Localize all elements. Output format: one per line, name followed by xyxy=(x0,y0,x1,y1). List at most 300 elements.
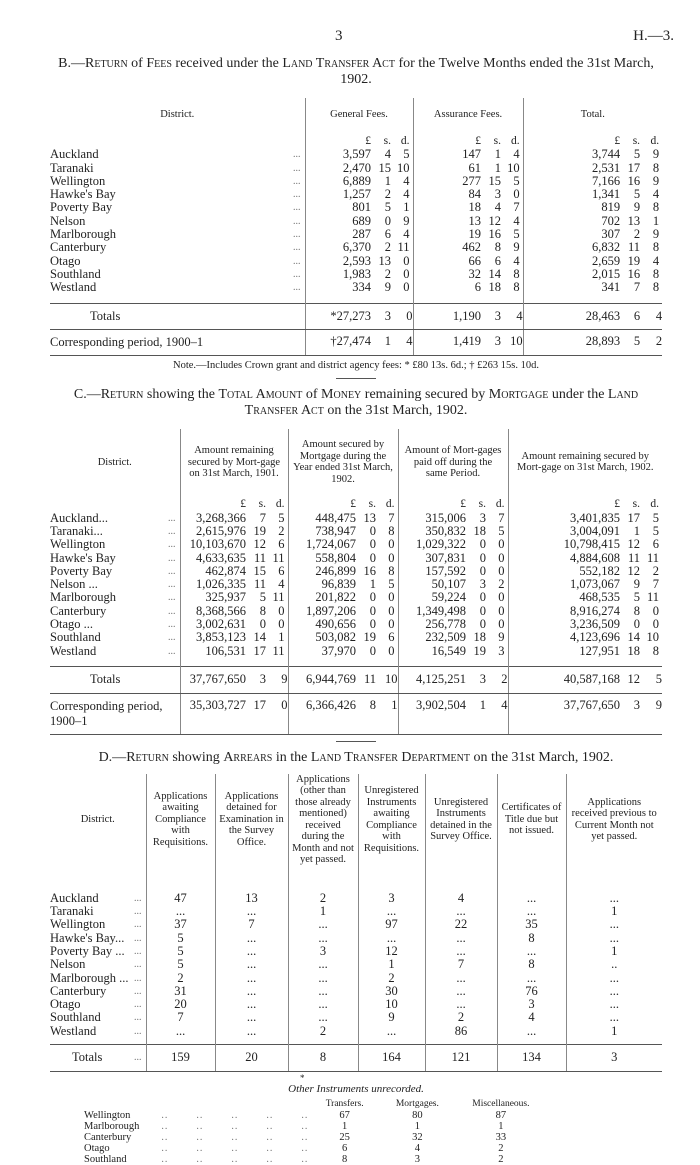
district-label: Canterbury xyxy=(84,1131,132,1143)
table-row xyxy=(50,281,662,294)
spacer xyxy=(215,866,288,892)
pence-value: 5 xyxy=(403,147,410,162)
pence-value: 10 xyxy=(501,330,523,356)
title-segment: D.— xyxy=(98,749,127,765)
pounds-value: 801 xyxy=(305,201,371,214)
pounds-value: 40,587,168 xyxy=(508,667,620,693)
spacer xyxy=(640,658,662,667)
shillings-value: 0 xyxy=(369,603,376,618)
cell-value: ... xyxy=(288,972,358,985)
cell-value: 1 xyxy=(498,1120,504,1132)
pence-value: 9 xyxy=(652,173,660,188)
shillings-value: 12 xyxy=(620,667,640,693)
shillings-value: 11 xyxy=(253,550,266,565)
spacer xyxy=(358,866,425,892)
district-label: Canterbury xyxy=(50,983,107,998)
pence-value: 9 xyxy=(652,227,660,242)
cell-value: ... xyxy=(215,932,288,945)
cell-value: 2 xyxy=(425,1011,497,1024)
pence-value: 1 xyxy=(652,213,660,228)
pounds-value: 3,853,123 xyxy=(180,631,246,644)
shillings-value: 12 xyxy=(488,213,502,228)
column-header-district: District. xyxy=(97,456,132,468)
unit-pence: d. xyxy=(385,498,395,511)
pence-value: 10 xyxy=(507,160,520,175)
spacer xyxy=(391,295,413,304)
title-segment: received under the xyxy=(171,56,283,71)
cell-value: 4 xyxy=(414,1142,420,1154)
shillings-value: 15 xyxy=(488,173,502,188)
shillings-value: 16 xyxy=(488,227,502,242)
spacer xyxy=(620,295,640,304)
pence-value: 0 xyxy=(652,617,660,632)
shillings-value: 17 xyxy=(627,510,640,525)
pounds-value: 2,531 xyxy=(523,162,620,175)
leader-dots: ... xyxy=(134,906,142,918)
pence-value: 0 xyxy=(391,304,413,330)
shillings-value: 3 xyxy=(246,667,266,693)
spacer xyxy=(356,658,376,667)
pence-value: 0 xyxy=(498,617,505,632)
cell-value: 12 xyxy=(358,945,425,958)
spacer xyxy=(151,1099,313,1110)
section-b-title xyxy=(50,56,662,88)
cell-value: ... xyxy=(425,985,497,998)
unit-shillings: s. xyxy=(368,498,376,511)
pounds-value: 18 xyxy=(413,201,481,214)
cell-value: 3 xyxy=(497,998,566,1011)
cell-value: 1 xyxy=(342,1120,348,1132)
cell-value: ... xyxy=(566,1011,662,1024)
unit-shillings: s. xyxy=(383,135,391,147)
cell-value: 7 xyxy=(215,918,288,931)
shillings-value: 18 xyxy=(627,643,640,658)
pounds-value: 307 xyxy=(523,228,620,241)
leader-dots: ... xyxy=(134,945,142,957)
pence-value: 4 xyxy=(513,213,520,228)
pounds-value: 10,798,415 xyxy=(508,538,620,551)
divider xyxy=(336,741,376,742)
pounds-value: 13 xyxy=(413,215,481,228)
column-header: Transfers. xyxy=(325,1098,364,1109)
shillings-value: 1 xyxy=(633,523,640,538)
shillings-value: 3 xyxy=(371,304,391,330)
leader-dots: ... xyxy=(293,175,301,187)
pence-value: 4 xyxy=(403,187,410,202)
leader-dots: ... xyxy=(293,268,301,280)
totals-row xyxy=(50,667,662,693)
district-label: Auckland... xyxy=(50,510,108,525)
pounds-value: 503,082 xyxy=(288,631,356,644)
pence-value: 4 xyxy=(278,577,285,592)
table-row xyxy=(50,945,662,958)
pence-value: 2 xyxy=(652,563,660,578)
unit-shillings: s. xyxy=(478,498,486,511)
pence-value: 9 xyxy=(513,240,520,255)
table-row xyxy=(50,958,662,971)
shillings-value: 16 xyxy=(627,173,641,188)
district-label: Wellington xyxy=(84,1109,131,1121)
spacer xyxy=(640,295,662,304)
cell-value: ... xyxy=(215,972,288,985)
title-segment: Return xyxy=(85,56,128,71)
district-label: Otago ... xyxy=(50,617,94,632)
pounds-value: 315,006 xyxy=(398,512,466,525)
cell-value: ... xyxy=(358,905,425,918)
pounds-value: 4,633,635 xyxy=(180,552,246,565)
cell-value: ... xyxy=(566,998,662,1011)
cell-value: ... xyxy=(425,905,497,918)
pounds-value: 341 xyxy=(523,281,620,294)
spacer xyxy=(50,658,180,667)
table-row xyxy=(50,268,662,281)
pounds-value: 147 xyxy=(413,148,481,161)
shillings-value: 2 xyxy=(384,240,391,255)
shillings-value: 3 xyxy=(479,577,486,592)
table-row xyxy=(50,565,662,578)
header-row xyxy=(50,98,662,132)
shillings-value: 3 xyxy=(466,667,486,693)
spacer xyxy=(497,866,566,892)
pounds-value: 1,029,322 xyxy=(398,538,466,551)
leader-dots: ... xyxy=(168,525,176,537)
pounds-value: 8,916,274 xyxy=(508,605,620,618)
pounds-value: 8,368,566 xyxy=(180,605,246,618)
spacer xyxy=(288,658,356,667)
shillings-value: 0 xyxy=(369,617,376,632)
cell-value: ... xyxy=(566,932,662,945)
district-label: Nelson xyxy=(50,957,86,972)
cell-value: ... xyxy=(288,958,358,971)
pounds-value: 10,103,670 xyxy=(180,538,246,551)
spacer xyxy=(146,1038,215,1045)
shillings-value: 18 xyxy=(473,523,486,538)
cell-value: 7 xyxy=(146,1011,215,1024)
shillings-value: 18 xyxy=(473,630,486,645)
column-header: Total. xyxy=(523,98,662,132)
table-row xyxy=(50,932,662,945)
column-header: Amount remaining secured by Mort-gage on 31st March, 1902. xyxy=(508,429,662,495)
pounds-value: 6,889 xyxy=(305,175,371,188)
leader-dots: ... xyxy=(168,619,176,631)
district-label: Otago xyxy=(50,997,81,1012)
spacer xyxy=(425,866,497,892)
section-c-title xyxy=(50,387,662,419)
district-label: Southland xyxy=(50,630,101,645)
pounds-value: 35,303,727 xyxy=(180,693,246,734)
spacer xyxy=(288,1038,358,1045)
pounds-value: 7,166 xyxy=(523,175,620,188)
spacer xyxy=(413,295,481,304)
spacer xyxy=(50,132,262,148)
shillings-value: 19 xyxy=(627,253,641,268)
pounds-value: 246,899 xyxy=(288,565,356,578)
column-header: Certificates of Title due but not issued. xyxy=(497,774,566,866)
cell-value: ... xyxy=(425,945,497,958)
spacer xyxy=(501,295,523,304)
shillings-value: 1 xyxy=(494,160,502,175)
shillings-value: 1 xyxy=(371,330,391,356)
table-row xyxy=(84,1110,544,1121)
pounds-value: 28,463 xyxy=(523,304,620,330)
pence-value: 5 xyxy=(640,667,662,693)
pounds-value: 277 xyxy=(413,175,481,188)
pence-value: 8 xyxy=(652,643,660,658)
leader-dots: ... xyxy=(168,579,176,591)
pounds-value: 2,470 xyxy=(305,162,371,175)
title-segment: showing xyxy=(168,749,224,765)
fees-note: Note.—Includes Crown grant and district agency fees: * £80 13s. 6d.; † £263 15s. 10d. xyxy=(173,360,539,372)
table-row xyxy=(50,631,662,644)
unit-pence: d. xyxy=(495,498,505,511)
table-row xyxy=(50,552,662,565)
shillings-value: 14 xyxy=(488,266,502,281)
shillings-value: 12 xyxy=(627,563,640,578)
shillings-value: 0 xyxy=(479,550,486,565)
cell-value: 1 xyxy=(566,1025,662,1038)
table-row xyxy=(50,162,662,175)
pence-value: 3 xyxy=(498,643,505,658)
cell-value: ... xyxy=(497,1025,566,1038)
cell-value: 8 xyxy=(497,932,566,945)
pounds-value: 4,123,696 xyxy=(508,631,620,644)
totals-row xyxy=(50,1045,662,1071)
pounds-value: 201,822 xyxy=(288,591,356,604)
pounds-value: 325,937 xyxy=(180,591,246,604)
total-value: 159 xyxy=(146,1045,215,1071)
pounds-value: 287 xyxy=(305,228,371,241)
title-segment: Land Transfer Act xyxy=(282,56,395,71)
cell-value: 10 xyxy=(358,998,425,1011)
district-label: Wellington xyxy=(50,917,106,932)
unit-shillings: s. xyxy=(632,135,641,147)
total-value: 134 xyxy=(497,1045,566,1071)
column-header: Mortgages. xyxy=(395,1098,439,1109)
shillings-value: 8 xyxy=(356,693,376,734)
cell-value: ... xyxy=(215,998,288,1011)
shillings-value: 2 xyxy=(384,187,391,202)
pence-value: 8 xyxy=(652,240,660,255)
cell-value: ... xyxy=(215,985,288,998)
spacer xyxy=(566,866,662,892)
pence-value: 1 xyxy=(278,630,285,645)
pence-value: 0 xyxy=(498,603,505,618)
title-segment: for the Twelve Months ended the 31st March, 1902. xyxy=(340,56,654,87)
pence-value: 9 xyxy=(640,693,662,734)
column-header: General Fees. xyxy=(305,98,413,132)
pounds-value: 689 xyxy=(305,215,371,228)
district-label: Nelson xyxy=(50,213,86,228)
pence-value: 0 xyxy=(513,187,520,202)
pence-value: 9 xyxy=(652,147,660,162)
leader-dots: ... xyxy=(293,229,301,241)
spacer xyxy=(481,295,501,304)
table-row xyxy=(50,1025,662,1038)
shillings-value: 5 xyxy=(633,590,640,605)
shillings-value: 17 xyxy=(627,160,641,175)
pounds-value: 552,182 xyxy=(508,565,620,578)
cell-value: ... xyxy=(566,892,662,905)
pounds-value: 256,778 xyxy=(398,618,466,631)
cell-value: 5 xyxy=(146,945,215,958)
district-label: Canterbury xyxy=(50,240,107,255)
shillings-value: 12 xyxy=(627,537,640,552)
cell-value: 4 xyxy=(497,1011,566,1024)
leader-dots: ... xyxy=(134,919,142,931)
column-header: Applications awaiting Compliance with Requisitions. xyxy=(146,774,215,866)
table-row xyxy=(84,1143,544,1154)
cell-value: 31 xyxy=(146,985,215,998)
unit-pound: £ xyxy=(305,132,371,148)
cell-value: 2 xyxy=(498,1153,504,1165)
pence-value: 0 xyxy=(278,603,285,618)
shillings-value: 1 xyxy=(384,173,391,188)
spacer xyxy=(620,658,640,667)
pence-value: 2 xyxy=(486,667,508,693)
pence-value: 0 xyxy=(498,550,505,565)
pence-value: 0 xyxy=(388,550,395,565)
pounds-value: 3,744 xyxy=(523,148,620,161)
pence-value: 2 xyxy=(278,523,285,538)
cell-value: 8 xyxy=(497,958,566,971)
unit-pound: £ xyxy=(523,132,620,148)
pence-value: 8 xyxy=(388,563,395,578)
cell-value: ... xyxy=(288,918,358,931)
table-row xyxy=(50,241,662,254)
pounds-value: 61 xyxy=(413,162,481,175)
district-label: Totals xyxy=(50,667,180,693)
unit-pence: d. xyxy=(650,498,660,511)
shillings-value: 17 xyxy=(246,693,266,734)
pence-value: 7 xyxy=(513,200,520,215)
cell-value: 32 xyxy=(412,1131,423,1143)
pence-value: 4 xyxy=(652,187,660,202)
cell-value: 5 xyxy=(146,932,215,945)
cell-value: 87 xyxy=(495,1109,507,1121)
pounds-value: 66 xyxy=(413,255,481,268)
cell-value: 25 xyxy=(339,1131,350,1143)
spacer xyxy=(376,658,398,667)
table-row xyxy=(84,1121,544,1132)
shillings-value: 2 xyxy=(633,227,641,242)
table-row xyxy=(84,1154,544,1165)
cell-value: ... xyxy=(497,945,566,958)
district-label: Poverty Bay xyxy=(50,563,113,578)
district-label: Westland xyxy=(50,280,97,295)
shillings-value: 17 xyxy=(253,643,266,658)
spacer xyxy=(497,1038,566,1045)
title-segment: Return xyxy=(100,387,144,403)
pounds-value: 232,509 xyxy=(398,631,466,644)
column-header: Amount of Mort-gages paid off during the same Period. xyxy=(398,429,508,495)
pence-value: 5 xyxy=(513,227,520,242)
cell-value: ... xyxy=(288,998,358,1011)
leader-dots: ... xyxy=(293,282,301,294)
total-value: 8 xyxy=(288,1045,358,1071)
pounds-value: 3,597 xyxy=(305,148,371,161)
table-row xyxy=(50,201,662,214)
spacer xyxy=(215,1038,288,1045)
pence-value: 8 xyxy=(513,266,520,281)
spacer xyxy=(466,658,486,667)
pence-value: 9 xyxy=(403,213,410,228)
district-label: Marlborough xyxy=(50,227,116,242)
cell-value: ... xyxy=(358,932,425,945)
pounds-value: 1,190 xyxy=(413,304,481,330)
shillings-value: 0 xyxy=(259,617,266,632)
spacer xyxy=(371,295,391,304)
leader-dots: .. .. .. .. .. xyxy=(161,1153,309,1165)
table-row xyxy=(50,998,662,1011)
shillings-value: 0 xyxy=(479,590,486,605)
district-label: Otago xyxy=(50,253,81,268)
header-row xyxy=(84,1099,544,1110)
pounds-value: 1,341 xyxy=(523,188,620,201)
leader-dots: .. .. .. .. .. xyxy=(161,1142,309,1154)
cell-value: ... xyxy=(215,958,288,971)
pounds-value: 4,884,608 xyxy=(508,552,620,565)
cell-value: ... xyxy=(425,932,497,945)
shillings-value: 11 xyxy=(356,667,376,693)
pounds-value: 37,767,650 xyxy=(508,693,620,734)
table-row xyxy=(50,148,662,161)
district-label: Marlborough xyxy=(84,1120,140,1132)
shillings-value: 9 xyxy=(633,577,640,592)
spacer-row xyxy=(50,658,662,667)
pence-value: 7 xyxy=(498,510,505,525)
leader-dots: ... xyxy=(168,552,176,564)
table-row xyxy=(50,255,662,268)
cell-value: 6 xyxy=(342,1142,348,1154)
pence-value: 0 xyxy=(388,590,395,605)
cell-value: ... xyxy=(215,945,288,958)
title-segment: Land Transfer Act xyxy=(244,387,639,419)
footnote-mark: * xyxy=(300,1072,305,1083)
cell-value: ... xyxy=(425,972,497,985)
pounds-value: 6 xyxy=(413,281,481,294)
cell-value: 1 xyxy=(566,945,662,958)
pence-value: 5 xyxy=(388,577,395,592)
shillings-value: 19 xyxy=(473,643,486,658)
shillings-value: 13 xyxy=(378,253,391,268)
spacer xyxy=(180,658,246,667)
district-label: Southland xyxy=(84,1153,127,1165)
pounds-value: 106,531 xyxy=(180,645,246,658)
title-segment: under the xyxy=(548,387,608,403)
pounds-value: 157,592 xyxy=(398,565,466,578)
page-header xyxy=(50,28,674,48)
title-segment: Total Amount xyxy=(218,387,303,403)
pounds-value: 490,656 xyxy=(288,618,356,631)
pounds-value: 334 xyxy=(305,281,371,294)
shillings-value: 19 xyxy=(253,523,266,538)
pounds-value: 1,026,335 xyxy=(180,578,246,591)
cell-value: ... xyxy=(215,1011,288,1024)
pounds-value: 3,002,631 xyxy=(180,618,246,631)
pence-value: 1 xyxy=(376,693,398,734)
cell-value: 37 xyxy=(146,918,215,931)
page-reference: H.—3. xyxy=(633,28,674,44)
table-row xyxy=(50,578,662,591)
pence-value: 9 xyxy=(266,667,288,693)
pounds-value: 59,224 xyxy=(398,591,466,604)
cell-value: 1 xyxy=(358,958,425,971)
pence-value: 4 xyxy=(652,253,660,268)
title-segment: in the xyxy=(272,749,311,765)
pence-value: 10 xyxy=(397,160,410,175)
shillings-value: 0 xyxy=(369,550,376,565)
pounds-value: 1,349,498 xyxy=(398,605,466,618)
